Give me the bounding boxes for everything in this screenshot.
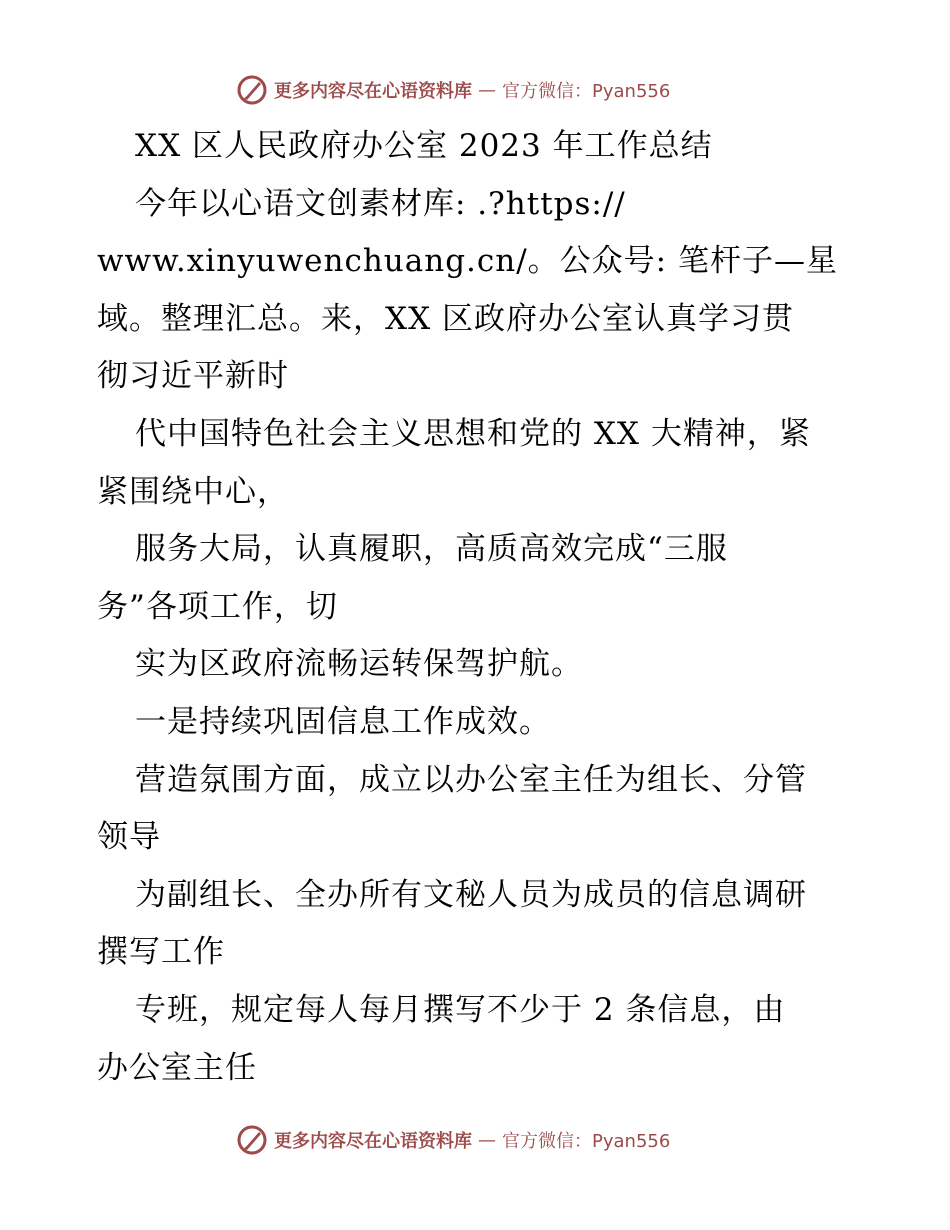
text-line: 代中国特色社会主义思想和党的 XX 大精神，紧 [135,415,811,452]
text-line: www.xinyuwenchuang.cn/。公众号: 笔杆子—星 [97,243,838,280]
document-body [97,118,857,1097]
header-wechat-text: 官方微信：Pyan556 [502,81,671,102]
text-line: 今年以心语文创素材库: .?https:// [135,185,626,222]
footer-wechat-text: 官方微信：Pyan556 [502,1131,671,1152]
header-banner [236,73,716,107]
text-line: 务”各项工作，切 [97,588,338,625]
text-line: 域。整理汇总。来，XX 区政府办公室认真学习贯 [97,300,794,337]
document-title: XX 区人民政府办公室 2023 年工作总结 [135,128,713,164]
text-line: 营造氛围方面，成立以办公室主任为组长、分管 [135,761,807,798]
footer-banner-separator: — [478,1129,496,1151]
text-line: 专班，规定每人每月撰写不少于 2 条信息，由 [135,991,786,1028]
text-line: 为副组长、全办所有文秘人员为成员的信息调研 [135,876,807,913]
header-banner-text: 更多内容尽在心语资料库 [274,81,472,102]
quill-pen-logo-icon [236,1124,268,1156]
text-line: 撰写工作 [97,934,225,971]
text-line: 实为区政府流畅运转保驾护航。 [135,646,583,683]
quill-pen-logo-icon [236,74,268,106]
text-line: 领导 [97,819,161,856]
section-heading: 一是持续巩固信息工作成效。 [135,703,551,740]
footer-banner-text: 更多内容尽在心语资料库 [274,1131,472,1152]
text-line: 紧围绕中心， [97,473,289,510]
header-banner-separator: — [478,79,496,101]
text-line: 彻习近平新时 [97,358,289,395]
text-line: 服务大局，认真履职，高质高效完成“三服 [135,531,728,568]
text-line: 办公室主任 [97,1049,257,1086]
footer-banner [236,1123,716,1157]
